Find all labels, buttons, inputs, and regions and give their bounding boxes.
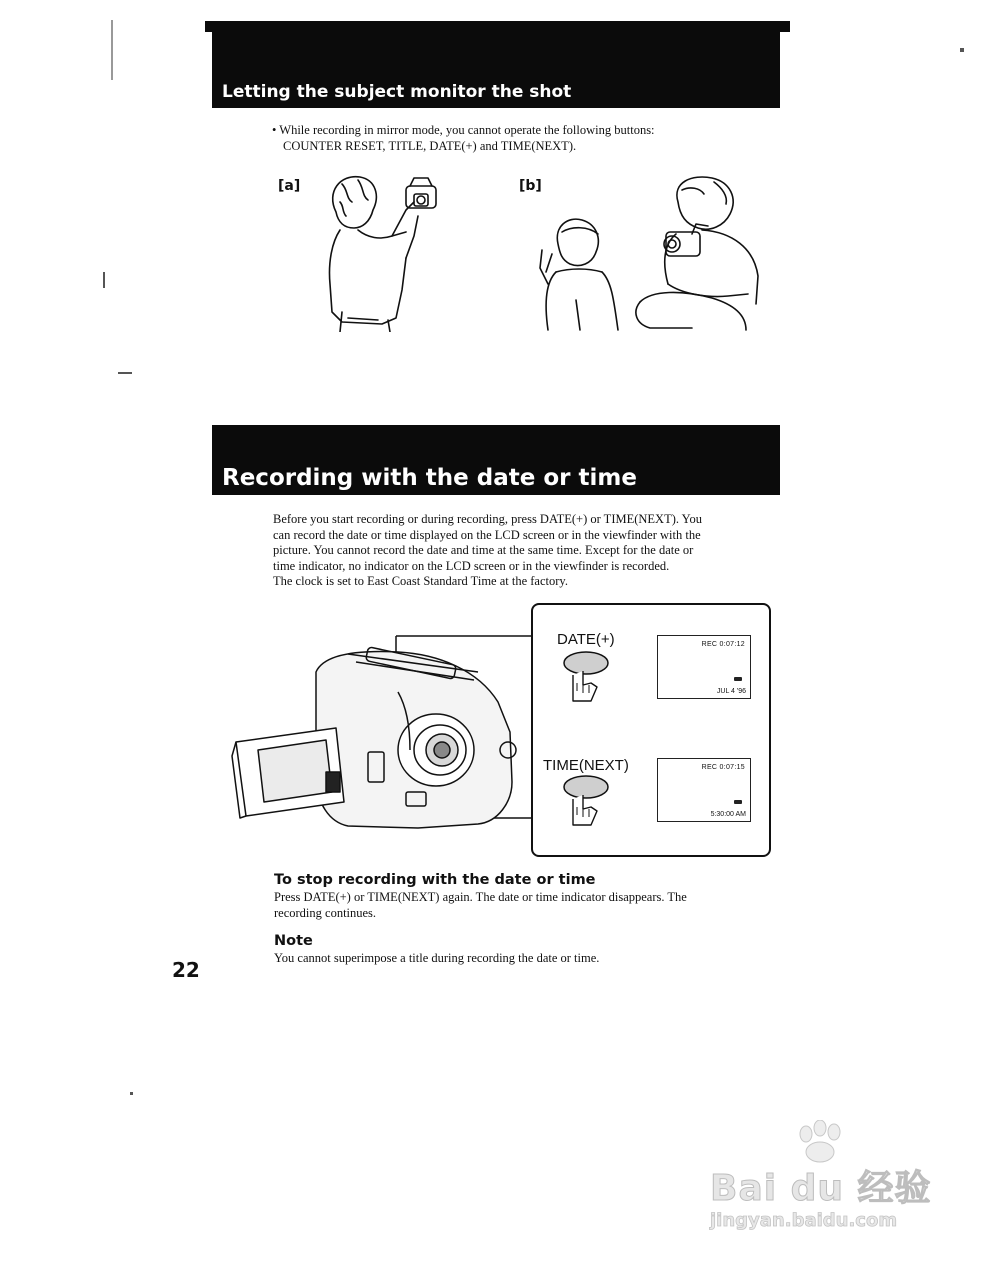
time-indicator: 5:30:00 AM (710, 811, 746, 818)
scan-artifact (118, 372, 132, 374)
illustration-person-holding-camcorder (318, 172, 448, 332)
section-heading: Recording with the date or time (222, 465, 637, 491)
lcd-screen-time (657, 758, 751, 822)
illustration-child-and-camera-operator (532, 172, 762, 334)
scan-artifact (130, 1092, 133, 1095)
stop-heading: To stop recording with the date or time (274, 872, 596, 888)
note-text: You cannot superimpose a title during recording the date or time. (274, 951, 600, 965)
section-banner-mirror-mode (212, 32, 780, 108)
scan-artifact (103, 272, 105, 288)
page-number: 22 (172, 958, 200, 982)
time-button-label: TIME(NEXT) (543, 757, 629, 774)
date-button-label: DATE(+) (557, 631, 615, 648)
illustration-camcorder-with-lcd (228, 632, 533, 832)
paragraph-line: Before you start recording or during recording, press DATE(+) or TIME(NEXT). You (273, 512, 702, 526)
date-time-panel (531, 603, 771, 857)
paw-icon (792, 1120, 852, 1164)
rec-counter: REC 0:07:15 (701, 764, 745, 771)
battery-icon (734, 800, 742, 804)
note-heading: Note (274, 933, 313, 949)
watermark-logo: Bai du 经验 (710, 1168, 932, 1209)
bullet-line: COUNTER RESET, TITLE, DATE(+) and TIME(NEXT). (283, 138, 577, 153)
lcd-screen-date (657, 635, 751, 699)
paragraph-line: Press DATE(+) or TIME(NEXT) again. The date or time indicator disappears. The (274, 890, 687, 904)
paragraph-line: can record the date or time displayed on the LCD screen or in the viewfinder with the (273, 527, 701, 542)
figure-label-b: [b] (519, 178, 542, 194)
date-time-intro (273, 512, 768, 590)
scan-artifact (960, 48, 964, 52)
mirror-mode-note (272, 123, 742, 154)
section-banner-date-time (212, 425, 780, 495)
section-heading: Letting the subject monitor the shot (222, 82, 572, 102)
header-rule (205, 18, 790, 32)
watermark-url: jingyan.baidu.com (710, 1210, 898, 1231)
time-button[interactable] (561, 773, 611, 831)
paragraph-line: time indicator, no indicator on the LCD screen or in the viewfinder is recorded. (273, 558, 670, 573)
scan-artifact (111, 20, 113, 80)
stop-instructions (274, 890, 769, 921)
bullet-line: • While recording in mirror mode, you cannot operate the following buttons: (272, 123, 655, 137)
battery-icon (734, 677, 742, 681)
date-indicator: JUL 4 '96 (716, 688, 746, 695)
baidu-watermark (700, 1120, 960, 1240)
figure-label-a: [a] (278, 178, 301, 194)
rec-counter: REC 0:07:12 (701, 641, 745, 648)
date-button[interactable] (561, 649, 611, 707)
paragraph-line: recording continues. (274, 905, 377, 920)
paragraph-line: The clock is set to East Coast Standard Time at the factory. (273, 574, 568, 588)
paragraph-line: picture. You cannot record the date and time at the same time. Except for the date or (273, 543, 694, 557)
